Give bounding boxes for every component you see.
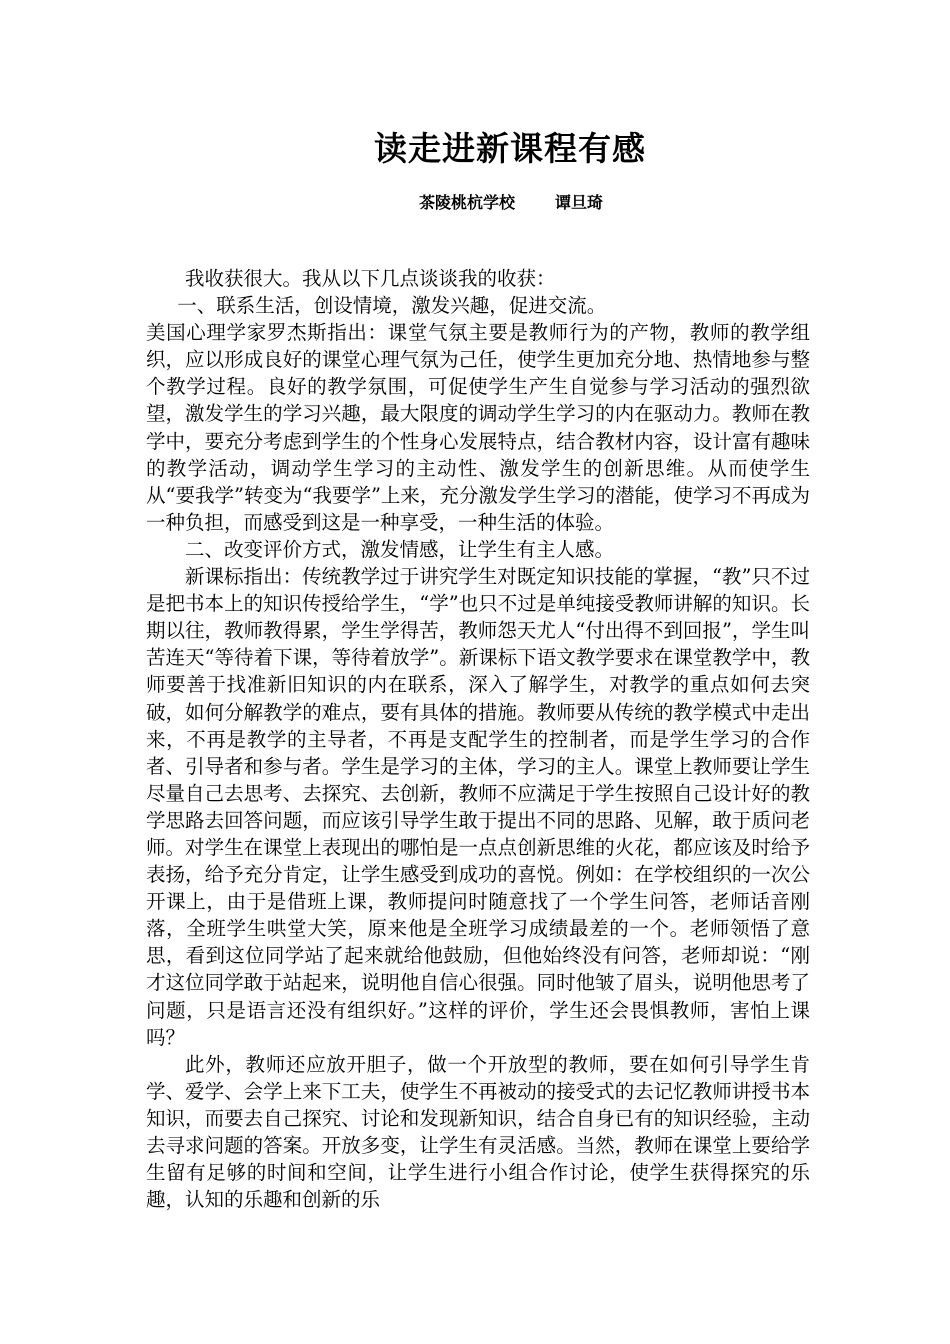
byline [0,191,950,215]
paragraph-intro: 我收获很大。我从以下几点谈谈我的收获： [185,267,556,290]
paragraph: 新课标指出：传统教学过于讲究学生对既定知识技能的掌握，“教”只不过是把书本上的知识传授给学生，“学”也只不过是单纯接受教师讲解的知识。长期以往，教师教得累，学生学得苦，教师怨天尤人“付出得不到回报”，学生叫苦连天“等待着下课，等待着放学”。新课标下语文教学要求在课堂教学中，教师要善于找准新旧知识的内在联系，深入了解学生，对教学的重点如何去突破，如何分解教学的难点，要有具体的措施。教师要从传统的教学模式中走出来，不再是教学的主导者，不再是支配学生的控制者，而是学生学习的合作者、引导者和参与者。学生是学习的主体，学习的主人。课堂上教师要让学生尽量自己去思考、去探究、去创新，教师不应满足于学生按照自己设计好的教学思路去回答问题，而应该引导学生敢于提出不同的思路、见解，敢于质问老师。对学生在课堂上表现出的哪怕是一点点创新思维的火花，都应该及时给予表扬，给予充分肯定，让学生感受到成功的喜悦。例如：在学校组织的一次公开课上，由于是借班上课，教师提问时随意找了一个学生问答，老师话音刚落，全班学生哄堂大笑，原来他是全班学习成绩最差的一个。老师领悟了意思，看到这位同学站了起来就给他鼓励，但他始终没有问答，老师却说：“刚才这位同学敢于站起来，说明他自信心很强。同时他皱了眉头，说明他思考了问题，只是语言还没有组织好。”这样的评价，学生还会畏惧教师，害怕上课吗？ [146,565,810,1049]
paragraph: 此外，教师还应放开胆子，做一个开放型的教师，要在如何引导学生肯学、爱学、会学上来下工夫，使学生不再被动的接受式的去记忆教师讲授书本知识，而要去自己探究、讨论和发现新知识，结合自身已有的知识经验，主动去寻求问题的答案。开放多变，让学生有灵活感。当然，教师在课堂上要给学生留有足够的时间和空间，让学生进行小组合作讨论，使学生获得探究的乐趣，认知的乐趣和创新的乐 [146,1052,810,1212]
paragraph: 美国心理学家罗杰斯指出：课堂气氛主要是教师行为的产物，教师的教学组织，应以形成良好的课堂心理气氛为己任，使学生更加充分地、热情地参与整个教学过程。良好的教学氛围，可促使学生产生自觉参与学习活动的强烈欲望，激发学生的学习兴趣，最大限度的调动学生学习的内在驱动力。教师在教学中，要充分考虑到学生的个性身心发展特点，结合教材内容，设计富有趣味的教学活动，调动学生学习的主动性、激发学生的创新思维。从而使学生从“要我学”转变为“我要学”上来，充分激发学生学习的潜能，使学习不再成为一种负担，而感受到这是一种享受，一种生活的体验。 [146,321,810,534]
section-heading-2: 二、改变评价方式，激发情感，让学生有主人感。 [185,537,615,561]
section-heading-1: 一、联系生活，创设情境，激发兴趣，促进交流。 [177,294,607,318]
author-school: 茶陵桃杭学校 [418,193,515,212]
document-body [146,265,810,1213]
document-title: 读走进新课程有感 [374,129,646,168]
author-name: 谭旦琦 [555,193,604,212]
